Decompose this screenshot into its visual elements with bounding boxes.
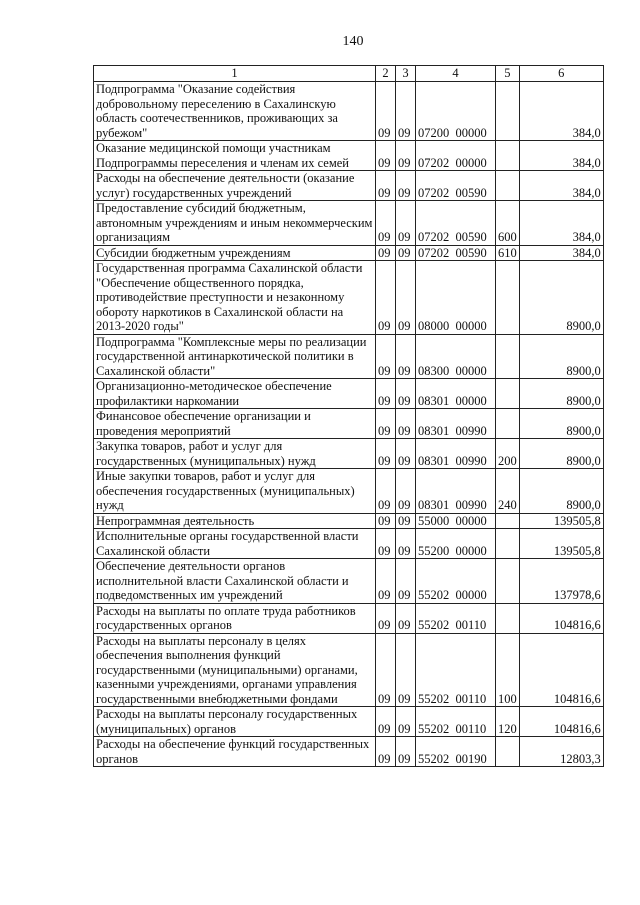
row-target-article-cell: 55202 00110 (416, 707, 496, 737)
row-name-cell: Субсидии бюджетным учреждениям (94, 245, 376, 261)
row-expense-type-cell (496, 603, 520, 633)
row-target-article-cell: 55202 00110 (416, 603, 496, 633)
header-cell-target-article: 4 (416, 66, 496, 82)
row-section-cell: 09 (376, 379, 396, 409)
row-expense-type-cell: 240 (496, 469, 520, 514)
row-amount-cell: 384,0 (519, 171, 603, 201)
row-subsection-cell: 09 (396, 201, 416, 246)
table-row (94, 379, 604, 409)
row-section-cell: 09 (376, 603, 396, 633)
row-expense-type-cell (496, 261, 520, 335)
row-section-cell: 09 (376, 261, 396, 335)
row-amount-cell: 137978,6 (519, 559, 603, 604)
row-expense-type-cell (496, 334, 520, 379)
row-amount-cell: 104816,6 (519, 707, 603, 737)
row-name-cell: Иные закупки товаров, работ и услуг для обеспечения государственных (муниципальных) нужд (94, 469, 376, 514)
row-section-cell: 09 (376, 82, 396, 141)
row-name-cell: Расходы на выплаты персоналу в целях обеспечения выполнения функций государственными (муниципальными) органами, казенными учреждениями, органами управления государственными внебюджетными фондами (94, 633, 376, 707)
row-section-cell: 09 (376, 141, 396, 171)
table-row (94, 469, 604, 514)
table-row (94, 513, 604, 529)
row-subsection-cell: 09 (396, 469, 416, 514)
row-amount-cell: 139505,8 (519, 513, 603, 529)
row-expense-type-cell (496, 141, 520, 171)
table-row (94, 82, 604, 141)
row-subsection-cell: 09 (396, 737, 416, 767)
row-amount-cell: 384,0 (519, 245, 603, 261)
row-section-cell: 09 (376, 707, 396, 737)
row-subsection-cell: 09 (396, 171, 416, 201)
row-name-cell: Непрограммная деятельность (94, 513, 376, 529)
header-cell-subsection: 3 (396, 66, 416, 82)
row-expense-type-cell (496, 82, 520, 141)
row-expense-type-cell: 610 (496, 245, 520, 261)
row-target-article-cell: 55202 00000 (416, 559, 496, 604)
row-target-article-cell: 08301 00990 (416, 409, 496, 439)
header-cell-name: 1 (94, 66, 376, 82)
table-row (94, 439, 604, 469)
header-cell-amount: 6 (519, 66, 603, 82)
table-row (94, 171, 604, 201)
row-name-cell: Расходы на обеспечение деятельности (оказание услуг) государственных учреждений (94, 171, 376, 201)
header-cell-expense-type: 5 (496, 66, 520, 82)
row-section-cell: 09 (376, 245, 396, 261)
row-target-article-cell: 07202 00590 (416, 245, 496, 261)
page-number: 140 (342, 34, 364, 49)
row-target-article-cell: 08301 00990 (416, 439, 496, 469)
row-section-cell: 09 (376, 171, 396, 201)
row-name-cell: Расходы на выплаты персоналу государственных (муниципальных) органов (94, 707, 376, 737)
row-section-cell: 09 (376, 513, 396, 529)
row-expense-type-cell (496, 379, 520, 409)
row-amount-cell: 8900,0 (519, 469, 603, 514)
row-target-article-cell: 08300 00000 (416, 334, 496, 379)
row-target-article-cell: 08301 00990 (416, 469, 496, 514)
row-name-cell: Исполнительные органы государственной власти Сахалинской области (94, 529, 376, 559)
row-target-article-cell: 07202 00590 (416, 171, 496, 201)
row-name-cell: Обеспечение деятельности органов исполнительной власти Сахалинской области и подведомственных им учреждений (94, 559, 376, 604)
row-section-cell: 09 (376, 334, 396, 379)
row-amount-cell: 12803,3 (519, 737, 603, 767)
row-section-cell: 09 (376, 469, 396, 514)
row-subsection-cell: 09 (396, 379, 416, 409)
table-row (94, 141, 604, 171)
row-expense-type-cell (496, 559, 520, 604)
row-target-article-cell: 55000 00000 (416, 513, 496, 529)
row-target-article-cell: 55202 00110 (416, 633, 496, 707)
row-subsection-cell: 09 (396, 559, 416, 604)
row-target-article-cell: 07202 00000 (416, 141, 496, 171)
row-subsection-cell: 09 (396, 409, 416, 439)
row-section-cell: 09 (376, 633, 396, 707)
row-subsection-cell: 09 (396, 633, 416, 707)
row-subsection-cell: 09 (396, 513, 416, 529)
row-target-article-cell: 08301 00000 (416, 379, 496, 409)
row-expense-type-cell: 120 (496, 707, 520, 737)
row-expense-type-cell (496, 409, 520, 439)
row-expense-type-cell: 200 (496, 439, 520, 469)
table-row (94, 245, 604, 261)
row-expense-type-cell (496, 171, 520, 201)
row-expense-type-cell (496, 529, 520, 559)
row-amount-cell: 384,0 (519, 201, 603, 246)
row-subsection-cell: 09 (396, 82, 416, 141)
row-amount-cell: 8900,0 (519, 409, 603, 439)
row-amount-cell: 104816,6 (519, 603, 603, 633)
row-amount-cell: 8900,0 (519, 261, 603, 335)
row-name-cell: Закупка товаров, работ и услуг для государственных (муниципальных) нужд (94, 439, 376, 469)
row-target-article-cell: 07200 00000 (416, 82, 496, 141)
row-amount-cell: 384,0 (519, 82, 603, 141)
row-subsection-cell: 09 (396, 334, 416, 379)
row-target-article-cell: 55202 00190 (416, 737, 496, 767)
row-expense-type-cell: 100 (496, 633, 520, 707)
row-section-cell: 09 (376, 737, 396, 767)
row-expense-type-cell (496, 513, 520, 529)
row-target-article-cell: 08000 00000 (416, 261, 496, 335)
row-section-cell: 09 (376, 439, 396, 469)
row-name-cell: Оказание медицинской помощи участникам Подпрограммы переселения и членам их семей (94, 141, 376, 171)
table-row (94, 559, 604, 604)
row-name-cell: Подпрограмма "Комплексные меры по реализации государственной антинаркотической политики в Сахалинской области" (94, 334, 376, 379)
table-row (94, 633, 604, 707)
row-section-cell: 09 (376, 559, 396, 604)
row-amount-cell: 139505,8 (519, 529, 603, 559)
table-row (94, 261, 604, 335)
row-name-cell: Государственная программа Сахалинской области "Обеспечение общественного порядка, противодействие преступности и незаконному обороту наркотиков в Сахалинской области на 2013-2020 годы" (94, 261, 376, 335)
row-amount-cell: 8900,0 (519, 379, 603, 409)
row-subsection-cell: 09 (396, 261, 416, 335)
budget-table-body (94, 66, 604, 767)
table-row (94, 707, 604, 737)
table-row (94, 201, 604, 246)
row-amount-cell: 104816,6 (519, 633, 603, 707)
row-name-cell: Финансовое обеспечение организации и проведения мероприятий (94, 409, 376, 439)
row-subsection-cell: 09 (396, 603, 416, 633)
budget-table (93, 65, 604, 767)
row-amount-cell: 384,0 (519, 141, 603, 171)
table-row (94, 603, 604, 633)
row-target-article-cell: 55200 00000 (416, 529, 496, 559)
row-name-cell: Расходы на обеспечение функций государственных органов (94, 737, 376, 767)
row-name-cell: Предоставление субсидий бюджетным, автономным учреждениям и иным некоммерческим организациям (94, 201, 376, 246)
row-target-article-cell: 07202 00590 (416, 201, 496, 246)
table-row (94, 737, 604, 767)
header-cell-section: 2 (376, 66, 396, 82)
row-subsection-cell: 09 (396, 245, 416, 261)
table-row (94, 409, 604, 439)
row-section-cell: 09 (376, 409, 396, 439)
row-amount-cell: 8900,0 (519, 334, 603, 379)
table-row (94, 334, 604, 379)
row-name-cell: Организационно-методическое обеспечение профилактики наркомании (94, 379, 376, 409)
row-name-cell: Подпрограмма "Оказание содействия добровольному переселению в Сахалинскую область соотечественников, проживающих за рубежом" (94, 82, 376, 141)
row-section-cell: 09 (376, 529, 396, 559)
row-expense-type-cell: 600 (496, 201, 520, 246)
row-subsection-cell: 09 (396, 707, 416, 737)
row-subsection-cell: 09 (396, 141, 416, 171)
row-name-cell: Расходы на выплаты по оплате труда работников государственных органов (94, 603, 376, 633)
row-subsection-cell: 09 (396, 529, 416, 559)
row-section-cell: 09 (376, 201, 396, 246)
row-expense-type-cell (496, 737, 520, 767)
table-header-row (94, 66, 604, 82)
row-amount-cell: 8900,0 (519, 439, 603, 469)
row-subsection-cell: 09 (396, 439, 416, 469)
table-row (94, 529, 604, 559)
